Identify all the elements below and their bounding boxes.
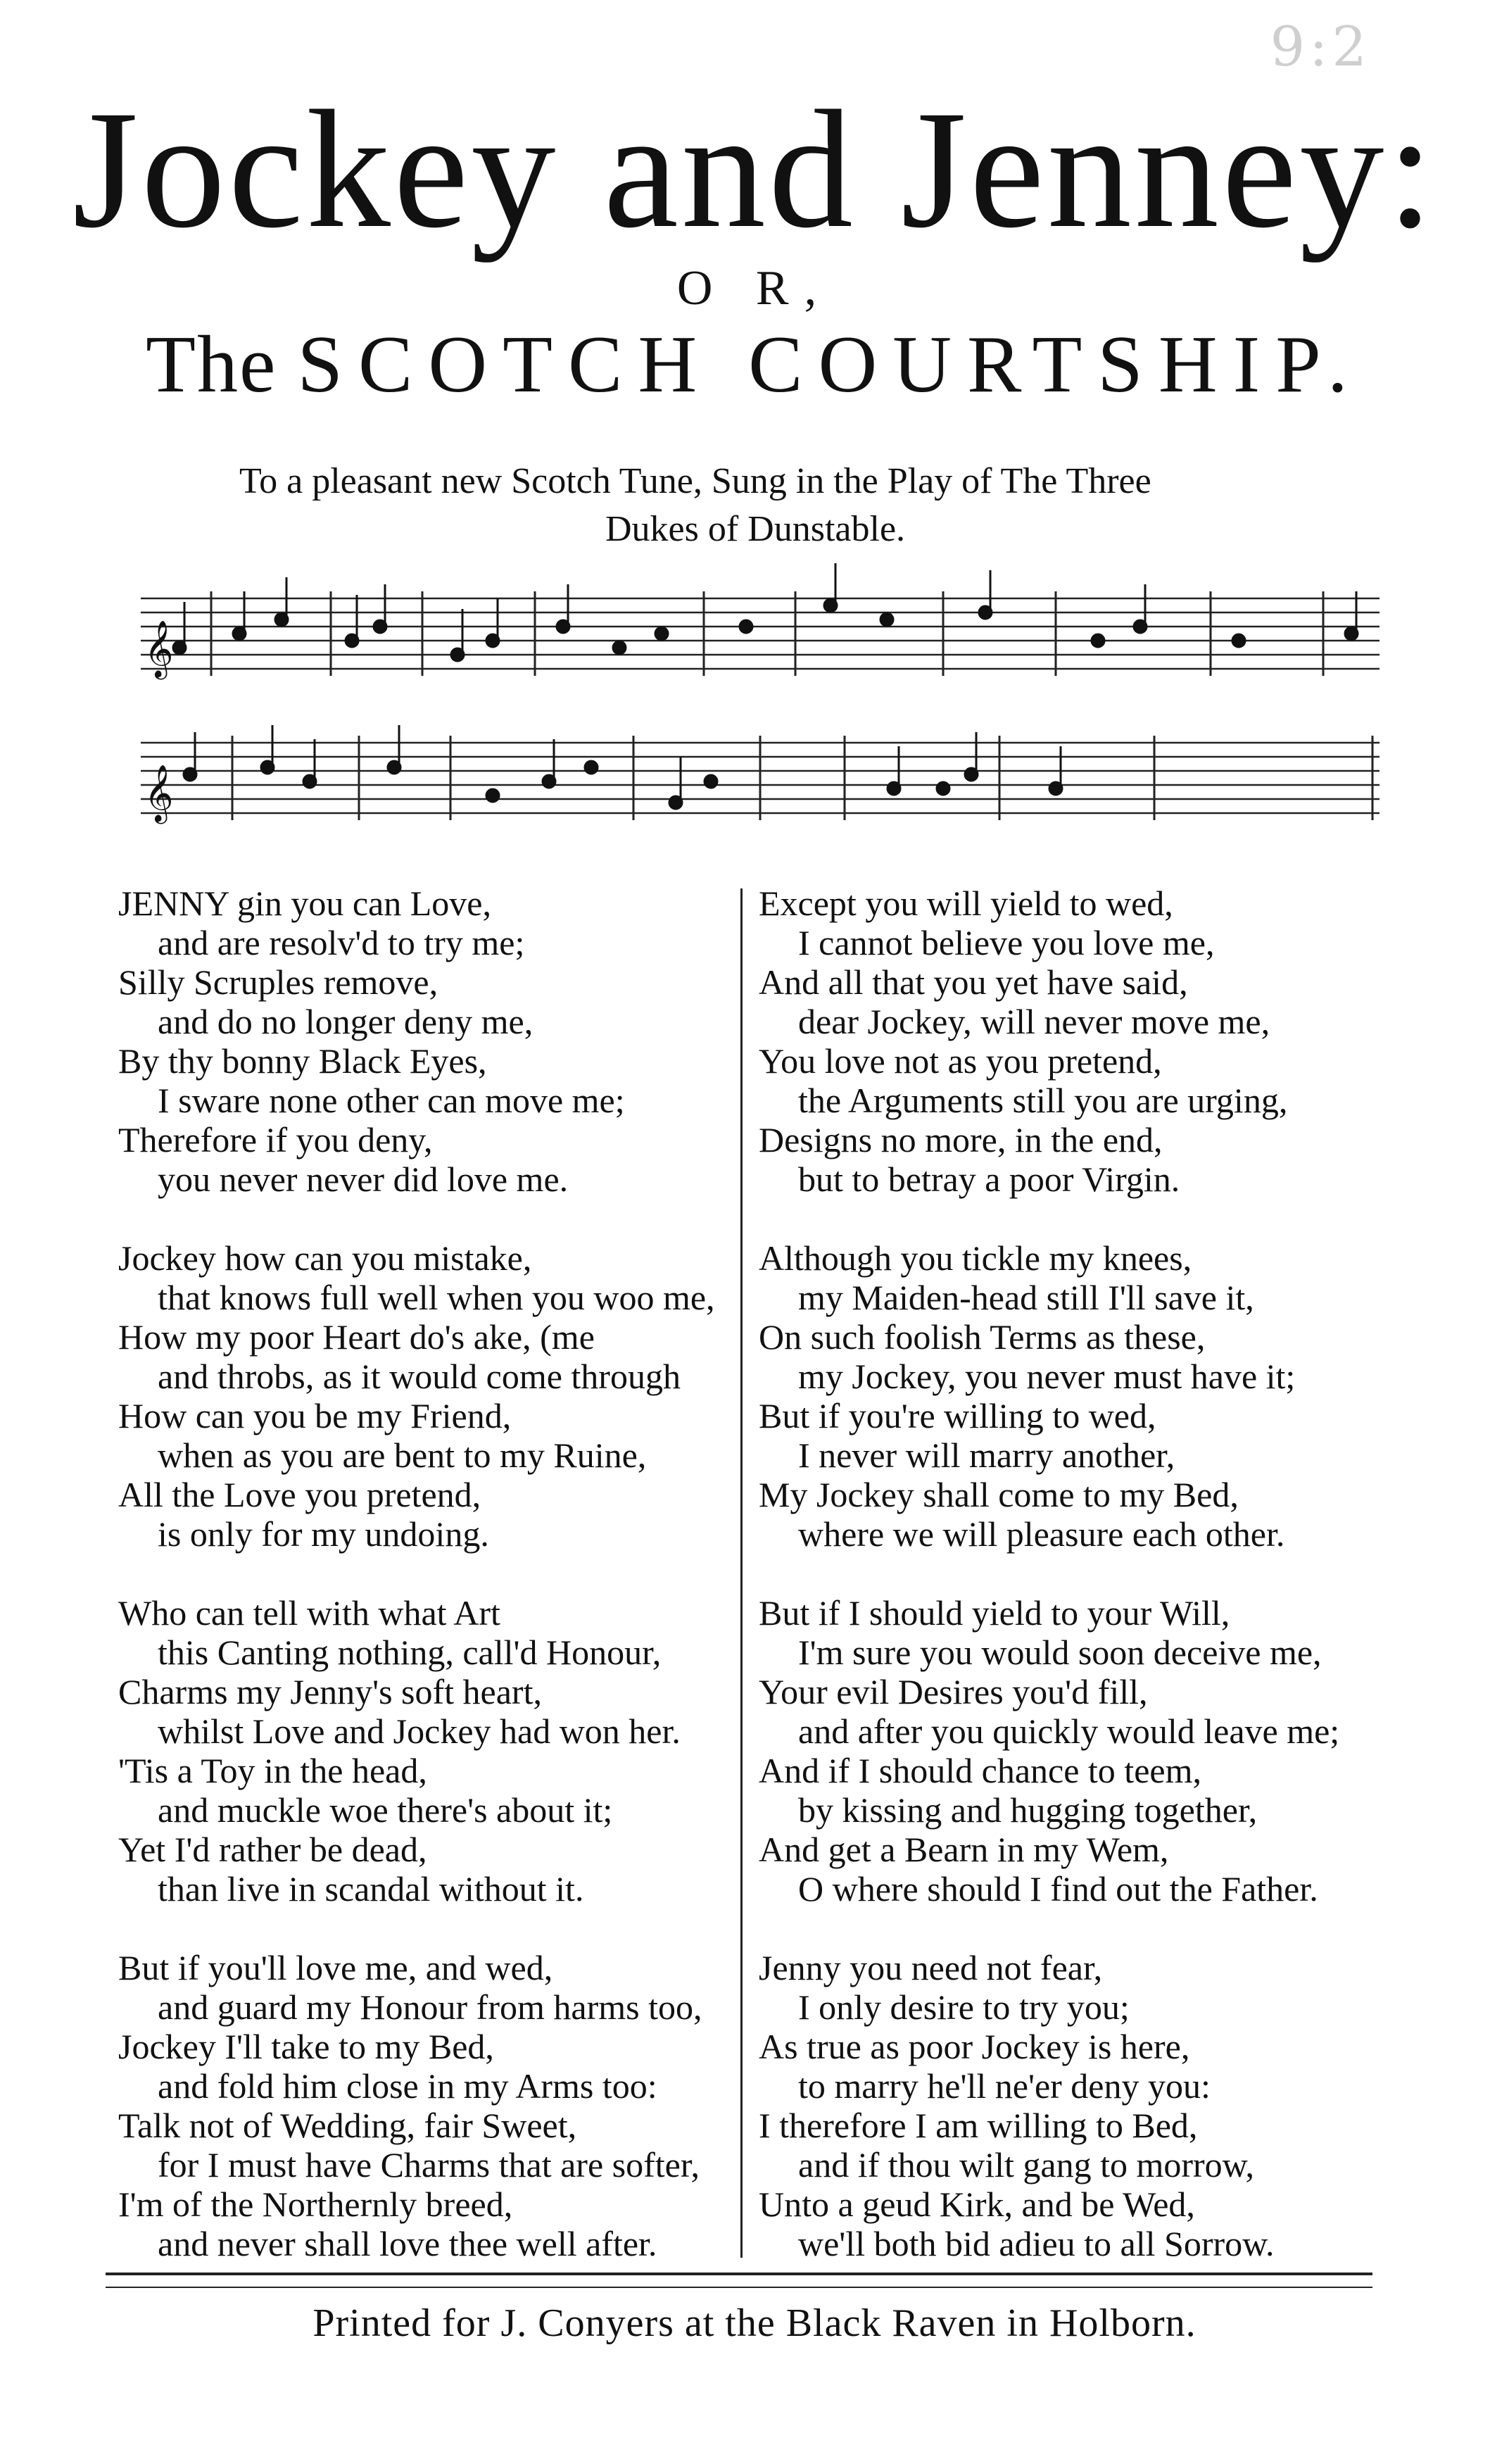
verse-line: by kissing and hugging together,: [798, 1790, 1258, 1830]
verse-line: is only for my undoing.: [158, 1514, 489, 1554]
verse-line: and muckle woe there's about it;: [158, 1790, 613, 1830]
verse-line: whilst Love and Jockey had won her.: [158, 1711, 681, 1751]
verse-line: As true as poor Jockey is here,: [759, 2027, 1190, 2066]
verse-line: this Canting nothing, call'd Honour,: [158, 1633, 662, 1672]
verse-line: Designs no more, in the end,: [759, 1120, 1163, 1159]
verse-line: when as you are bent to my Ruine,: [158, 1435, 647, 1475]
verse-line: I only desire to try you;: [798, 1987, 1130, 2027]
svg-text:𝄞: 𝄞: [144, 764, 174, 822]
verse-line: and throbs, as it would come through: [158, 1357, 681, 1396]
verse-line: to marry he'll ne'er deny you:: [798, 2066, 1211, 2106]
verse-line: But if you'll love me, and wed,: [118, 1948, 553, 1987]
verse-line: I sware none other can move me;: [158, 1081, 625, 1120]
verse-line: and fold him close in my Arms too:: [158, 2066, 657, 2106]
stanza-right-2: [759, 1238, 1378, 1554]
verse-line: All the Love you pretend,: [118, 1475, 481, 1514]
stanza-right-1: [759, 884, 1378, 1199]
imprint: Printed for J. Conyers at the Black Raven in Holborn.: [312, 2301, 1197, 2345]
verse-line: I cannot believe you love me,: [798, 923, 1215, 962]
verse-line: JENNY gin you can Love,: [118, 884, 491, 923]
stanza-right-3: [759, 1593, 1378, 1909]
verse-line: but to betray a poor Virgin.: [798, 1159, 1180, 1199]
verse-line: than live in scandal without it.: [158, 1869, 584, 1909]
svg-text:𝄞: 𝄞: [144, 620, 174, 677]
verse-line: Your evil Desires you'd fill,: [759, 1672, 1148, 1711]
verse-line: But if I should yield to your Will,: [759, 1593, 1230, 1633]
verse-line: Except you will yield to wed,: [759, 884, 1173, 923]
verse-line: Therefore if you deny,: [118, 1120, 433, 1159]
bottom-rule: [106, 2273, 1372, 2288]
verse-line: Jenny you need not fear,: [759, 1948, 1103, 1987]
verse-line: and do no longer deny me,: [158, 1002, 533, 1041]
verse-line: And if I should chance to teem,: [759, 1751, 1201, 1790]
verse-line: where we will pleasure each other.: [798, 1514, 1285, 1554]
stanza-left-4: [118, 1948, 738, 2263]
stanza-left-2: [118, 1238, 738, 1554]
stanza-left-3: [118, 1593, 738, 1909]
verse-line: Charms my Jenny's soft heart,: [118, 1672, 542, 1711]
verse-line: How can you be my Friend,: [118, 1396, 512, 1435]
verse-line: Unto a geud Kirk, and be Wed,: [759, 2185, 1195, 2224]
verse-line: Silly Scruples remove,: [118, 962, 438, 1002]
verse-line: I never will marry another,: [798, 1435, 1175, 1475]
verse-line: dear Jockey, will never move me,: [798, 1002, 1270, 1041]
verse-line: and are resolv'd to try me;: [158, 923, 525, 962]
verse-line: and guard my Honour from harms too,: [158, 1987, 702, 2027]
verse-line: But if you're willing to wed,: [759, 1396, 1156, 1435]
verse-line: How my poor Heart do's ake, (me: [118, 1317, 595, 1357]
tune-line-1: To a pleasant new Scotch Tune, Sung in the Play of The Three: [239, 461, 1151, 501]
tune-line-2: Dukes of Dunstable.: [605, 509, 906, 549]
verse-line: O where should I find out the Father.: [798, 1869, 1318, 1909]
verse-line: And get a Bearn in my Wem,: [759, 1830, 1169, 1869]
verse-line: that knows full well when you woo me,: [158, 1278, 715, 1317]
verse-line: we'll both bid adieu to all Sorrow.: [798, 2224, 1275, 2263]
verse-line: and if thou wilt gang to morrow,: [798, 2145, 1255, 2185]
verse-line: Jockey I'll take to my Bed,: [118, 2027, 494, 2066]
verse-line: for I must have Charms that are softer,: [158, 2145, 700, 2185]
verse-line: Jockey how can you mistake,: [118, 1238, 532, 1278]
left-column: [118, 884, 738, 2303]
musical-notation-icon: [0, 0, 1509, 845]
verse-line: Yet I'd rather be dead,: [118, 1830, 427, 1869]
subtitle-the: The: [146, 320, 277, 410]
subtitle-caps: SCOTCH COURTSHIP.: [297, 320, 1363, 410]
verse-line: And all that you yet have said,: [759, 962, 1188, 1002]
verse-line: I'm sure you would soon deceive me,: [798, 1633, 1322, 1672]
verse-line: You love not as you pretend,: [759, 1041, 1162, 1081]
verse-line: and never shall love thee well after.: [158, 2224, 657, 2263]
verse-line: Although you tickle my knees,: [759, 1238, 1192, 1278]
verse-line: you never never did love me.: [158, 1159, 569, 1199]
column-divider: [740, 888, 743, 2258]
verse-line: Who can tell with what Art: [118, 1593, 500, 1633]
catalog-mark: 9:2: [1270, 15, 1371, 79]
verse-line: I'm of the Northernly breed,: [118, 2185, 513, 2224]
verse-line: my Jockey, you never must have it;: [798, 1357, 1296, 1396]
verse-line: and after you quickly would leave me;: [798, 1711, 1340, 1751]
verse-line: By thy bonny Black Eyes,: [118, 1041, 487, 1081]
or-line: O R,: [676, 261, 833, 315]
verse-line: On such foolish Terms as these,: [759, 1317, 1206, 1357]
verse-line: Talk not of Wedding, fair Sweet,: [118, 2106, 577, 2145]
verse-line: the Arguments still you are urging,: [798, 1081, 1288, 1120]
stanza-right-4: [759, 1948, 1378, 2263]
verse-line: my Maiden-head still I'll save it,: [798, 1278, 1254, 1317]
verse-line: My Jockey shall come to my Bed,: [759, 1475, 1239, 1514]
verse-line: 'Tis a Toy in the head,: [118, 1751, 427, 1790]
verse-line: I therefore I am willing to Bed,: [759, 2106, 1198, 2145]
right-column: [759, 884, 1378, 2303]
page-title: Jockey and Jenney:: [72, 75, 1437, 263]
stanza-left-1: [118, 884, 738, 1199]
